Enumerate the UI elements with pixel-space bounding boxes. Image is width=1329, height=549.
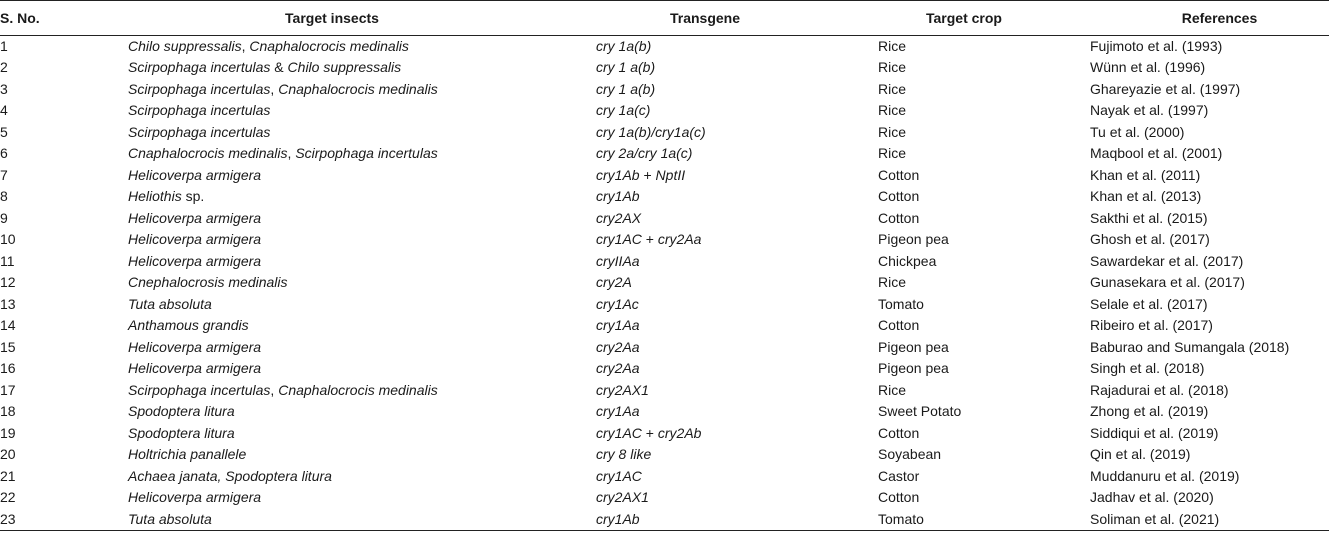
cell-reference: Sawardekar et al. (2017) <box>1090 252 1244 269</box>
insect-name-segment: Scirpophaga incertulas <box>295 145 438 162</box>
cell-sno: 21 <box>0 467 16 484</box>
cell-transgene <box>596 122 878 143</box>
transgene-segment: cry1AC <box>596 467 642 484</box>
table-row <box>0 143 1329 164</box>
cell-reference: Ribeiro et al. (2017) <box>1090 317 1213 334</box>
insect-name-segment: Helicoverpa armigera <box>128 489 262 506</box>
cell-sno: 1 <box>0 38 8 54</box>
cell-target-crop: Cotton <box>878 424 920 441</box>
header-transgene: Transgene <box>596 1 878 36</box>
cell-reference: Jadhav et al. (2020) <box>1090 489 1214 506</box>
header-target-insects: Target insects <box>128 1 596 36</box>
insect-name-segment: Spodoptera litura <box>128 403 235 420</box>
insect-name-segment: Helicoverpa armigera <box>128 209 262 226</box>
insect-name-segment: Cnaphalocrocis medinalis <box>249 38 409 54</box>
cell-target-insects <box>128 294 596 315</box>
cell-target-crop: Castor <box>878 467 920 484</box>
transgene-segment: NptII <box>655 166 686 183</box>
insect-name-segment: Helicoverpa armigera <box>128 360 262 377</box>
insect-name-segment: Anthamous grandis <box>128 317 249 334</box>
cell-sno: 22 <box>0 489 16 506</box>
cell-target-insects <box>128 337 596 358</box>
transgene-segment: cry2A <box>596 274 632 291</box>
cell-target-insects <box>128 143 596 164</box>
insect-name-segment: Scirpophaga incertulas <box>128 381 271 398</box>
cell-target-insects <box>128 100 596 121</box>
transgene-segment: cry2Aa <box>657 231 702 248</box>
cell-target-insects <box>128 509 596 531</box>
cell-sno: 13 <box>0 295 16 312</box>
cell-reference: Zhong et al. (2019) <box>1090 403 1209 420</box>
transgene-segment: cry1Ab <box>596 166 640 183</box>
cell-reference: Baburao and Sumangala (2018) <box>1090 338 1290 355</box>
cell-target-insects <box>128 251 596 272</box>
cell-transgene <box>596 272 878 293</box>
insect-name-segment: Helicoverpa armigera <box>128 166 262 183</box>
table-row <box>0 444 1329 465</box>
transgene-segment: cry 8 like <box>596 446 652 463</box>
transgene-segment: cry1Ab <box>596 188 640 205</box>
insect-name-segment: Chilo suppressalis <box>287 59 402 76</box>
transgene-segment: cry1Ab <box>596 510 640 527</box>
table-row <box>0 79 1329 100</box>
cell-target-crop: Rice <box>878 274 907 291</box>
cell-target-crop: Chickpea <box>878 252 937 269</box>
table-row <box>0 466 1329 487</box>
cell-target-insects <box>128 315 596 336</box>
cell-sno: 12 <box>0 274 16 291</box>
cell-reference: Fujimoto et al. (1993) <box>1090 38 1223 54</box>
insect-name-segment: Cnaphalocrocis medinalis <box>128 145 288 162</box>
transgene-segment: cry2AX <box>596 209 642 226</box>
cell-reference: Rajadurai et al. (2018) <box>1090 381 1229 398</box>
cell-sno: 6 <box>0 145 8 162</box>
cell-reference: Soliman et al. (2021) <box>1090 509 1329 531</box>
cell-sno: 23 <box>0 509 128 531</box>
transgene-segment: cry 1a(b) <box>596 38 652 54</box>
cell-transgene <box>596 337 878 358</box>
cell-target-crop: Soyabean <box>878 446 942 463</box>
cell-transgene <box>596 466 878 487</box>
table-row <box>0 509 1329 531</box>
cell-target-crop: Pigeon pea <box>878 338 949 355</box>
cell-transgene <box>596 358 878 379</box>
cell-transgene <box>596 79 878 100</box>
cell-target-insects <box>128 57 596 78</box>
cell-target-insects <box>128 272 596 293</box>
transgene-segment: + <box>639 166 656 183</box>
insect-name-segment: Achaea janata, Spodoptera litura <box>128 467 332 484</box>
cell-sno: 8 <box>0 188 8 205</box>
header-target-crop: Target crop <box>878 1 1090 36</box>
table-row <box>0 251 1329 272</box>
cell-transgene <box>596 165 878 186</box>
cell-reference: Selale et al. (2017) <box>1090 295 1208 312</box>
header-references: References <box>1090 1 1329 36</box>
cell-target-insects <box>128 444 596 465</box>
cell-sno: 16 <box>0 360 16 377</box>
table-row <box>0 36 1329 58</box>
cell-target-insects <box>128 401 596 422</box>
transgene-segment: cry 1 a(b) <box>596 59 656 76</box>
insect-name-segment: , <box>241 38 250 54</box>
cell-target-crop: Cotton <box>878 489 920 506</box>
table-row <box>0 294 1329 315</box>
table-row <box>0 337 1329 358</box>
transgene-segment: cry1Ac <box>596 295 639 312</box>
cell-transgene <box>596 315 878 336</box>
cell-target-insects <box>128 487 596 508</box>
insect-name-segment: Scirpophaga incertulas <box>128 102 271 119</box>
cell-transgene <box>596 186 878 207</box>
cell-reference: Singh et al. (2018) <box>1090 360 1205 377</box>
insect-name-segment: Tuta absoluta <box>128 295 212 312</box>
insect-name-segment: Tuta absoluta <box>128 510 212 527</box>
cell-target-crop: Pigeon pea <box>878 360 949 377</box>
insect-name-segment: sp. <box>181 188 205 205</box>
insect-name-segment: Helicoverpa armigera <box>128 338 262 355</box>
cell-transgene <box>596 208 878 229</box>
cell-target-crop: Tomato <box>878 509 1090 531</box>
cell-transgene <box>596 444 878 465</box>
cell-target-insects <box>128 229 596 250</box>
table-row <box>0 272 1329 293</box>
cell-target-insects <box>128 186 596 207</box>
cell-sno: 15 <box>0 338 16 355</box>
insect-name-segment: Scirpophaga incertulas <box>128 80 271 97</box>
transgene-segment: cry 1a(c) <box>596 102 651 119</box>
cell-target-insects <box>128 122 596 143</box>
cell-sno: 9 <box>0 209 8 226</box>
insect-name-segment: Cnephalocrosis medinalis <box>128 274 288 291</box>
cell-transgene <box>596 100 878 121</box>
cell-reference: Khan et al. (2013) <box>1090 188 1202 205</box>
insect-name-segment: Cnaphalocrocis medinalis <box>278 80 438 97</box>
cell-target-insects <box>128 423 596 444</box>
cell-target-insects <box>128 466 596 487</box>
insect-name-segment: & <box>270 59 288 76</box>
cell-sno: 4 <box>0 102 8 119</box>
cell-sno: 2 <box>0 59 8 76</box>
cell-transgene <box>596 401 878 422</box>
cell-transgene <box>596 294 878 315</box>
transgene-segment: cry 2a/cry 1a(c) <box>596 145 693 162</box>
cell-transgene <box>596 380 878 401</box>
cell-transgene <box>596 251 878 272</box>
table-row <box>0 165 1329 186</box>
cell-target-crop: Cotton <box>878 317 920 334</box>
cell-reference: Qin et al. (2019) <box>1090 446 1191 463</box>
cell-target-crop: Cotton <box>878 188 920 205</box>
table-row <box>0 380 1329 401</box>
table-row <box>0 423 1329 444</box>
cell-target-crop: Cotton <box>878 209 920 226</box>
table-row <box>0 401 1329 422</box>
table-row <box>0 57 1329 78</box>
cell-target-crop: Rice <box>878 59 907 76</box>
cell-transgene <box>596 229 878 250</box>
table-row <box>0 487 1329 508</box>
cell-sno: 17 <box>0 381 16 398</box>
table-body <box>0 36 1329 531</box>
transgene-segment: cry2AX1 <box>596 381 649 398</box>
insect-name-segment: Scirpophaga incertulas <box>128 123 271 140</box>
cell-transgene <box>596 36 878 58</box>
cell-transgene <box>596 57 878 78</box>
transgene-segment: cryIIAa <box>596 252 640 269</box>
cell-target-crop: Rice <box>878 381 907 398</box>
transgene-segment: cry1AC <box>596 424 642 441</box>
cell-transgene <box>596 509 878 531</box>
insect-name-segment: Helicoverpa armigera <box>128 231 262 248</box>
insect-name-segment: Holtrichia panallele <box>128 446 247 463</box>
cell-target-crop: Rice <box>878 80 907 97</box>
transgene-segment: cry2Aa <box>596 338 640 355</box>
insect-name-segment: Heliothis <box>128 188 182 205</box>
insect-name-segment: Cnaphalocrocis medinalis <box>278 381 438 398</box>
cell-target-insects <box>128 358 596 379</box>
transgene-segment: + <box>641 231 658 248</box>
insect-name-segment: Spodoptera litura <box>128 424 235 441</box>
header-sno: S. No. <box>0 1 128 36</box>
cell-transgene <box>596 487 878 508</box>
cell-target-crop: Cotton <box>878 166 920 183</box>
cell-reference: Wünn et al. (1996) <box>1090 59 1206 76</box>
transgene-segment: cry2AX1 <box>596 489 649 506</box>
cell-sno: 11 <box>0 252 15 269</box>
insect-name-segment: Chilo suppressalis <box>128 38 242 54</box>
insect-name-segment: Helicoverpa armigera <box>128 252 262 269</box>
table-row <box>0 100 1329 121</box>
table-row <box>0 186 1329 207</box>
cell-reference: Khan et al. (2011) <box>1090 166 1201 183</box>
cell-transgene <box>596 423 878 444</box>
cell-reference: Maqbool et al. (2001) <box>1090 145 1223 162</box>
cell-reference: Muddanuru et al. (2019) <box>1090 467 1240 484</box>
cell-sno: 3 <box>0 80 8 97</box>
cell-target-insects <box>128 380 596 401</box>
insect-name-segment: , <box>270 80 279 97</box>
cell-sno: 19 <box>0 424 16 441</box>
cell-reference: Siddiqui et al. (2019) <box>1090 424 1219 441</box>
cell-target-insects <box>128 208 596 229</box>
cell-target-insects <box>128 79 596 100</box>
cell-sno: 5 <box>0 123 8 140</box>
cell-sno: 7 <box>0 166 8 183</box>
transgene-segment: cry1Aa <box>596 403 640 420</box>
cell-target-crop: Tomato <box>878 295 924 312</box>
cell-target-insects <box>128 165 596 186</box>
transgene-segment: cry 1 a(b) <box>596 80 656 97</box>
transgene-segment: cry1Aa <box>596 317 640 334</box>
table-row <box>0 208 1329 229</box>
cell-transgene <box>596 143 878 164</box>
cell-sno: 10 <box>0 231 16 248</box>
cell-target-crop: Rice <box>878 123 907 140</box>
table-row <box>0 358 1329 379</box>
cell-sno: 14 <box>0 317 16 334</box>
insect-name-segment: , <box>287 145 296 162</box>
cell-reference: Tu et al. (2000) <box>1090 123 1185 140</box>
transgene-segment: cry1AC <box>596 231 642 248</box>
cell-sno: 20 <box>0 446 16 463</box>
transgene-segment: + <box>641 424 658 441</box>
table-row <box>0 229 1329 250</box>
cell-reference: Ghosh et al. (2017) <box>1090 231 1210 248</box>
cell-target-crop: Rice <box>878 145 907 162</box>
cell-reference: Ghareyazie et al. (1997) <box>1090 80 1241 97</box>
cell-target-insects <box>128 36 596 58</box>
table-row <box>0 315 1329 336</box>
table-row <box>0 122 1329 143</box>
table-header-row <box>0 1 1329 36</box>
cell-target-crop: Pigeon pea <box>878 231 949 248</box>
insect-name-segment: Scirpophaga incertulas <box>128 59 271 76</box>
cell-target-crop: Rice <box>878 102 907 119</box>
cell-target-crop: Sweet Potato <box>878 403 962 420</box>
cell-reference: Nayak et al. (1997) <box>1090 102 1209 119</box>
transgene-segment: cry2Aa <box>596 360 640 377</box>
insect-name-segment: , <box>270 381 279 398</box>
transgene-segment: cry 1a(b)/cry1a(c) <box>596 123 706 140</box>
cell-reference: Gunasekara et al. (2017) <box>1090 274 1245 291</box>
cell-reference: Sakthi et al. (2015) <box>1090 209 1208 226</box>
cell-target-crop: Rice <box>878 38 907 54</box>
cell-sno: 18 <box>0 403 16 420</box>
transgene-segment: cry2Ab <box>657 424 702 441</box>
